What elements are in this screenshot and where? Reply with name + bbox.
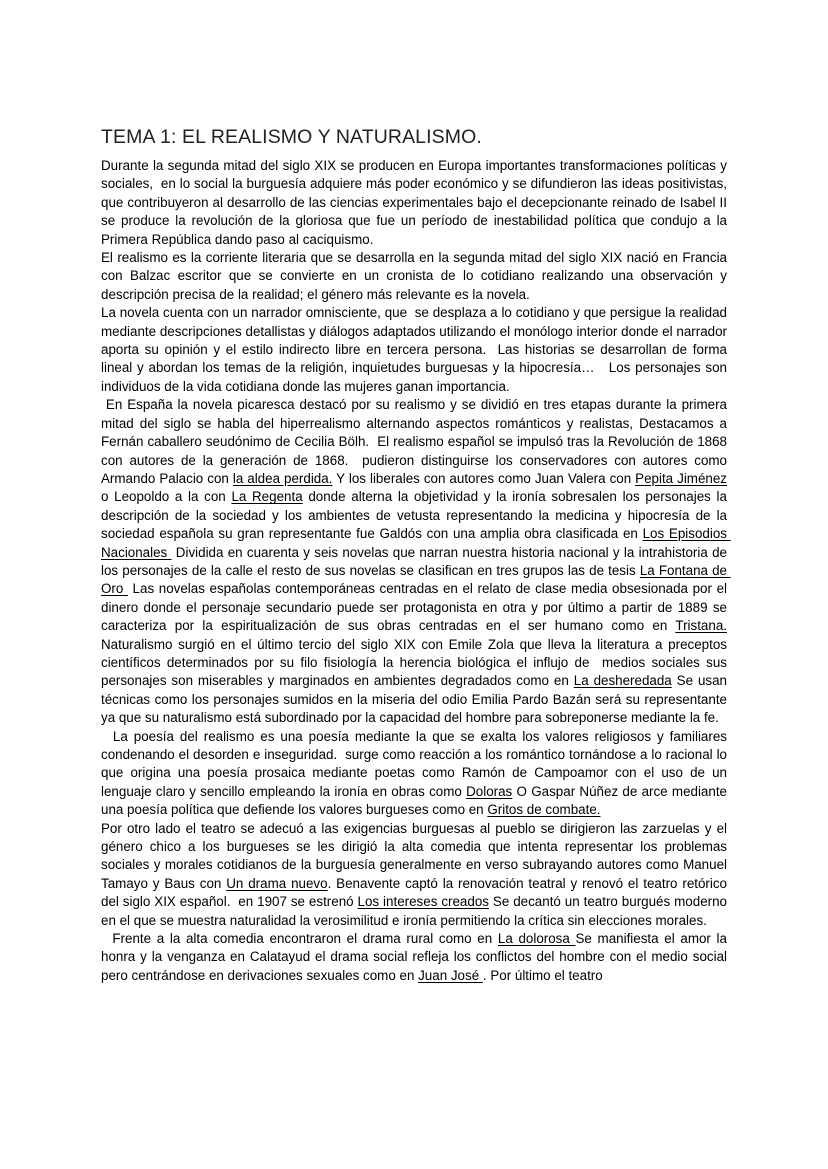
text-segment: . Benavente captó la renovación teatral y renovó el teatro retórico del siglo XIX español. en 1907 se estrenó	[101, 875, 731, 910]
text-segment: Por otro lado el teatro se adecuó a las exigencias burguesas al pueblo se dirigieron las zarzuelas y el género chico a los burgueses se les dirigió la alta comedia que intenta representar los problemas sociales y morales cotidianos de la burguesía generalmente en verso subrayando autores como Manuel Tamayo y Baus con	[101, 820, 731, 891]
text-segment: Naturalismo surgió en el último tercio del siglo XIX con Emile Zola que lleva la literatura a preceptos científicos determinados por su filo fisiología la herencia biológica el influjo de medios sociales sus personajes son miserables y marginados en ambientes degradados como en	[101, 618, 731, 689]
text-segment: La poesía del realismo es una poesía mediante la que se exalta los valores religiosos y familiares condenando el desorden e inseguridad. surge como reacción a los romántico tornándose a lo racional lo que origina una poesía prosaica mediante poetas como Ramón de Campoamor con el uso de un lenguaje claro y sencillo empleando la ironía en obras como	[101, 728, 731, 799]
work-title: Doloras	[466, 783, 513, 799]
text-segment: Las novelas españolas contemporáneas centradas en el relato de clase media obsesionada por el dinero donde el personaje secundario puede ser protagonista en otra y por último a partir de 1889 se caracteriza por la espiritualización de sus obras centradas en el ser humano como en	[101, 581, 731, 634]
document-body	[101, 157, 739, 985]
text-segment: O Gaspar Núñez de arce mediante una poesía política que defiende los valores burgueses como en	[101, 783, 731, 818]
work-title: la aldea perdida.	[232, 470, 333, 486]
paragraph-context	[101, 157, 739, 249]
text-segment: En España la novela picaresca destacó por su realismo y se dividió en tres etapas durante la primera mitad del siglo se habla del hiperrealismo alternando aspectos románticos y realistas, Destacamos a Fernán caballero seudónimo de Cecilia Bölh. El realismo español se impulsó tras la Revolución de 1868 con autores de la generación de 1868. pudieron distinguirse los conservadores con autores como Armando Palacio con	[101, 397, 731, 486]
work-title: La Fontana de Oro	[101, 562, 731, 597]
text-segment: . Por último el teatro	[482, 967, 603, 983]
work-title: La Regenta	[231, 489, 303, 505]
work-title: La dolorosa	[497, 931, 576, 947]
paragraph-theatre	[101, 820, 731, 930]
work-title: Juan José	[418, 967, 483, 983]
text-segment: La novela cuenta con un narrador omnisciente, que se desplaza a lo cotidiano y que persigue la realidad mediante descripciones detallistas y diálogos adaptados utilizando el monólogo interior donde el narrador aporta su opinión y el estilo indirecto libre en tercera persona. Las historias se desarrollan de forma lineal y abordan los temas de la religión, inquietudes burguesas y la hipocresía… Los personajes son individuos de la vida cotidiana donde las mujeres ganan importancia.	[101, 305, 731, 394]
text-segment: Dividida en cuarenta y seis novelas que narran nuestra historia nacional y la intrahistoria de los personajes de la calle el resto de sus novelas se clasifican en tres grupos las de tesis	[101, 544, 731, 578]
text-segment: Y los liberales con autores como Juan Valera con	[332, 470, 636, 486]
text-segment: El realismo es la corriente literaria que se desarrolla en la segunda mitad del siglo XIX nació en Francia con Balzac escritor que se convierte en un cronista de lo cotidiano realizando una observación y descripción precisa de la realidad; el género más relevante es la novela.	[101, 250, 731, 302]
paragraph-novel-features	[101, 304, 731, 396]
text-segment: Se usan técnicas como los personajes sumidos en la miseria del odio Emilia Pardo Bazán será su representante ya que su naturalismo está subordinado por la capacidad del hombre para sobreponerse mediante la fe.	[101, 673, 731, 726]
work-title: Gritos de combate.	[487, 802, 601, 818]
paragraph-poetry	[101, 728, 731, 820]
text-segment: Frente a la alta comedia encontraron el drama rural como en	[101, 931, 498, 947]
text-segment: donde alterna la objetividad y la ironía sobresalen los personajes la descripción de la sociedad y los ambientes de vetusta representando la medicina y hipocresía de la sociedad española su gran representante fue Galdós con una amplia obra clasificada en	[101, 489, 731, 542]
document-page	[101, 125, 739, 985]
work-title: La desheredada	[573, 673, 672, 689]
paragraph-realism-definition	[101, 249, 731, 304]
text-segment: Se decantó un teatro burgués moderno en el que se muestra naturalidad la verosimilitud e ironía permitiendo la crítica sin elecciones morales.	[101, 894, 731, 928]
work-title: Los Episodios Nacionales	[101, 526, 731, 560]
text-segment: Durante la segunda mitad del siglo XIX se producen en Europa importantes transformaciones políticas y sociales, en lo social la burguesía adquiere más poder económico y se difundieron las ideas positivistas, que contribuyeron al desarrollo de las ciencias experimentales bajo el decepcionante reinado de Isabel II se produce la revolución de la gloriosa que fue un período de inestabilidad política que condujo a la Primera República dando paso al caciquismo.	[101, 158, 739, 247]
work-title: Tristana.	[675, 618, 727, 634]
text-segment: Se manifiesta el amor la honra y la venganza en Calatayud el drama social refleja los conflictos del hombre con el medio social pero centrándose en derivaciones sexuales como en	[101, 931, 731, 983]
paragraph-rural-drama	[101, 930, 731, 985]
work-title: Un drama nuevo	[226, 875, 328, 891]
text-segment: o Leopoldo a la con	[101, 470, 731, 505]
work-title: Pepita Jiménez	[635, 470, 727, 486]
work-title: Los intereses creados	[357, 894, 489, 910]
document-title: TEMA 1: EL REALISMO Y NATURALISMO.	[101, 126, 482, 148]
paragraph-spain-novel	[101, 396, 731, 727]
